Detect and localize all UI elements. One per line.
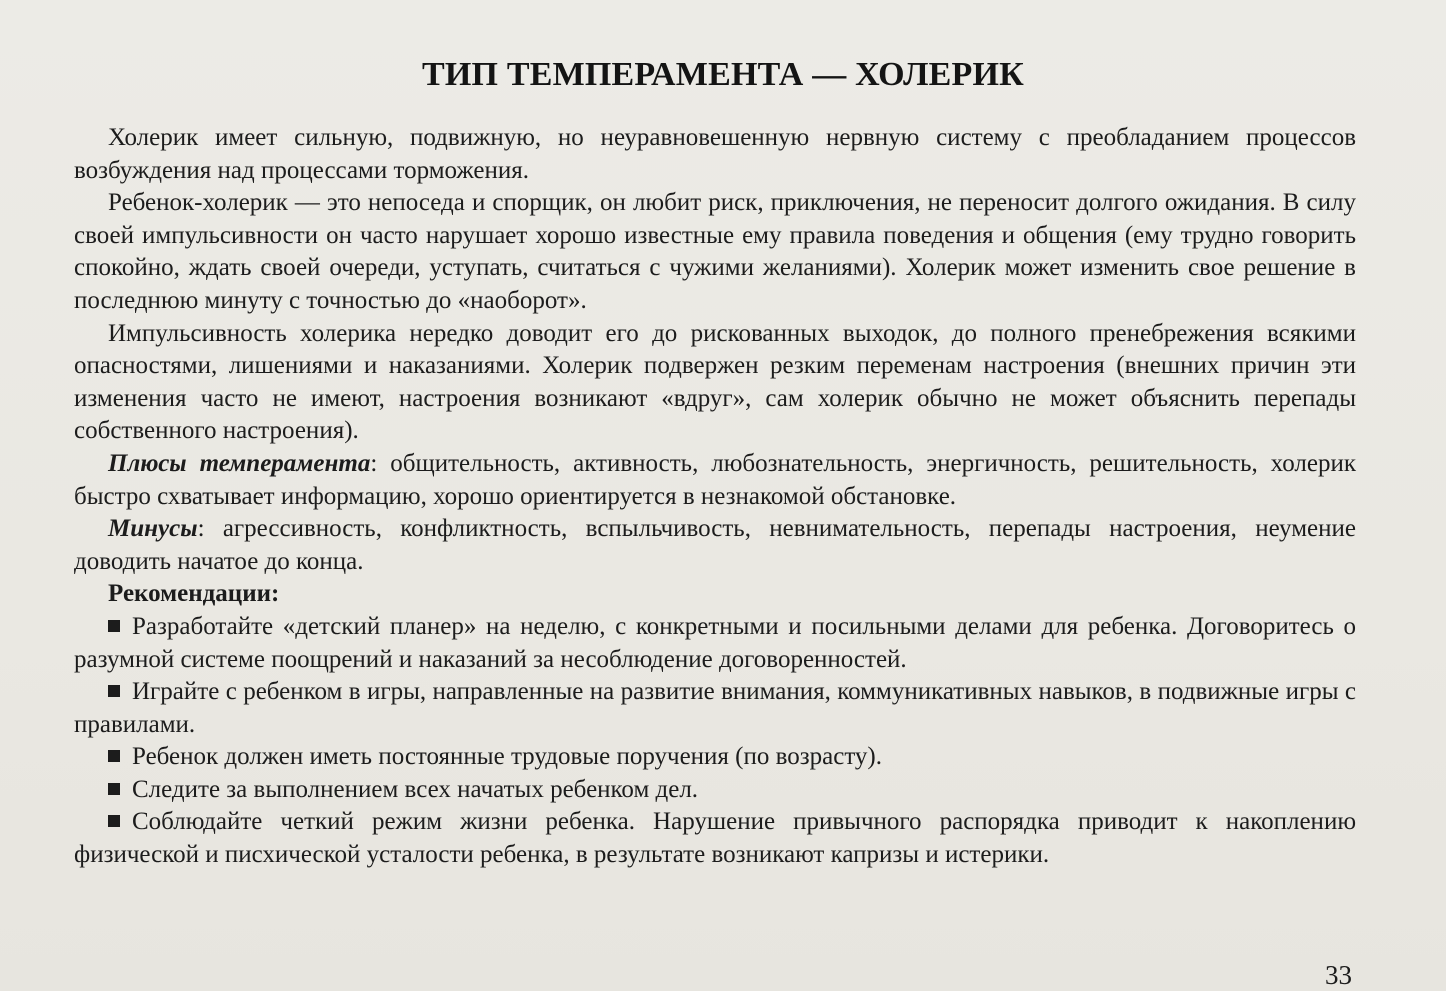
recommendation-text: Ребенок должен иметь постоянные трудовые поручения (по возрасту). xyxy=(132,743,882,771)
recommendation-text: Соблюдайте четкий режим жизни ребенка. Нарушение привычного распорядка приводит к накоплению физической и писхической усталости ребенка, в результате возникают капризы и истерики. xyxy=(74,808,1356,869)
bullet-square-icon xyxy=(108,685,120,697)
recommendation-item xyxy=(74,806,1356,871)
paragraph: Ребенок-холерик — это непоседа и спорщик, он любит риск, приключения, не переносит долгого ожидания. В силу своей импульсивности он часто нарушает хорошо известные ему правила поведения и общения (ему трудно говорить спокойно, ждать своей очереди, уступать, считаться с чужими желаниями). Холерик может изменить свое решение в последнюю минуту с точностью до «наоборот». xyxy=(74,189,1356,314)
page-title: ТИП ТЕМПЕРАМЕНТА — ХОЛЕРИК xyxy=(421,56,1025,93)
recommendation-text: Следите за выполнением всех начатых ребенком дел. xyxy=(132,775,699,803)
pluses-text: : общительность, активность, любознательность, энергичность, решительность, холерик быстро схватывает информацию, хорошо ориентируется в незнакомой обстановке. xyxy=(74,449,1356,510)
bullet-square-icon xyxy=(108,620,120,632)
pluses-label: Плюсы темперамента xyxy=(108,449,371,477)
recommendation-item xyxy=(74,774,1356,807)
bullet-square-icon xyxy=(108,783,120,795)
recommendation-text: Разработайте «детский планер» на неделю, с конкретными и посильными делами для ребенка. Договоритесь о разумной системе поощрений и наказаний за несоблюдение договоренностей. xyxy=(74,612,1356,673)
bullet-square-icon xyxy=(108,750,120,762)
recommendation-item xyxy=(74,741,1356,774)
paragraph: Импульсивность холерика нередко доводит его до рискованных выходок, до полного пренебрежения всякими опасностями, лишениями и наказаниями. Холерик подвержен резким переменам настроения (внешних причин эти изменения часто не имеют, настроения возникают «вдруг», сам холерик обычно не может объяснить перепады собственного настроения). xyxy=(74,319,1356,445)
recommendation-item xyxy=(74,676,1356,741)
recommendations-title: Рекомендации: xyxy=(108,580,280,608)
recommendation-item xyxy=(74,611,1356,676)
minuses-text: : агрессивность, конфликтность, вспыльчивость, невнимательность, перепады настроения, неумение доводить начатое до конца. xyxy=(74,515,1356,575)
page-body xyxy=(74,122,1356,872)
recommendation-text: Играйте с ребенком в игры, направленные на развитие внимания, коммуникативных навыков, в подвижные игры с правилами. xyxy=(74,678,1356,738)
minuses-paragraph xyxy=(74,513,1356,578)
bullet-square-icon xyxy=(108,815,120,827)
paragraph: Холерик имеет сильную, подвижную, но неуравновешенную нервную систему с преобладанием процессов возбуждения над процессами торможения. xyxy=(74,124,1356,184)
page-number: 33 xyxy=(1325,960,1352,990)
pluses-paragraph xyxy=(74,448,1356,513)
minuses-label: Минусы xyxy=(108,515,198,543)
